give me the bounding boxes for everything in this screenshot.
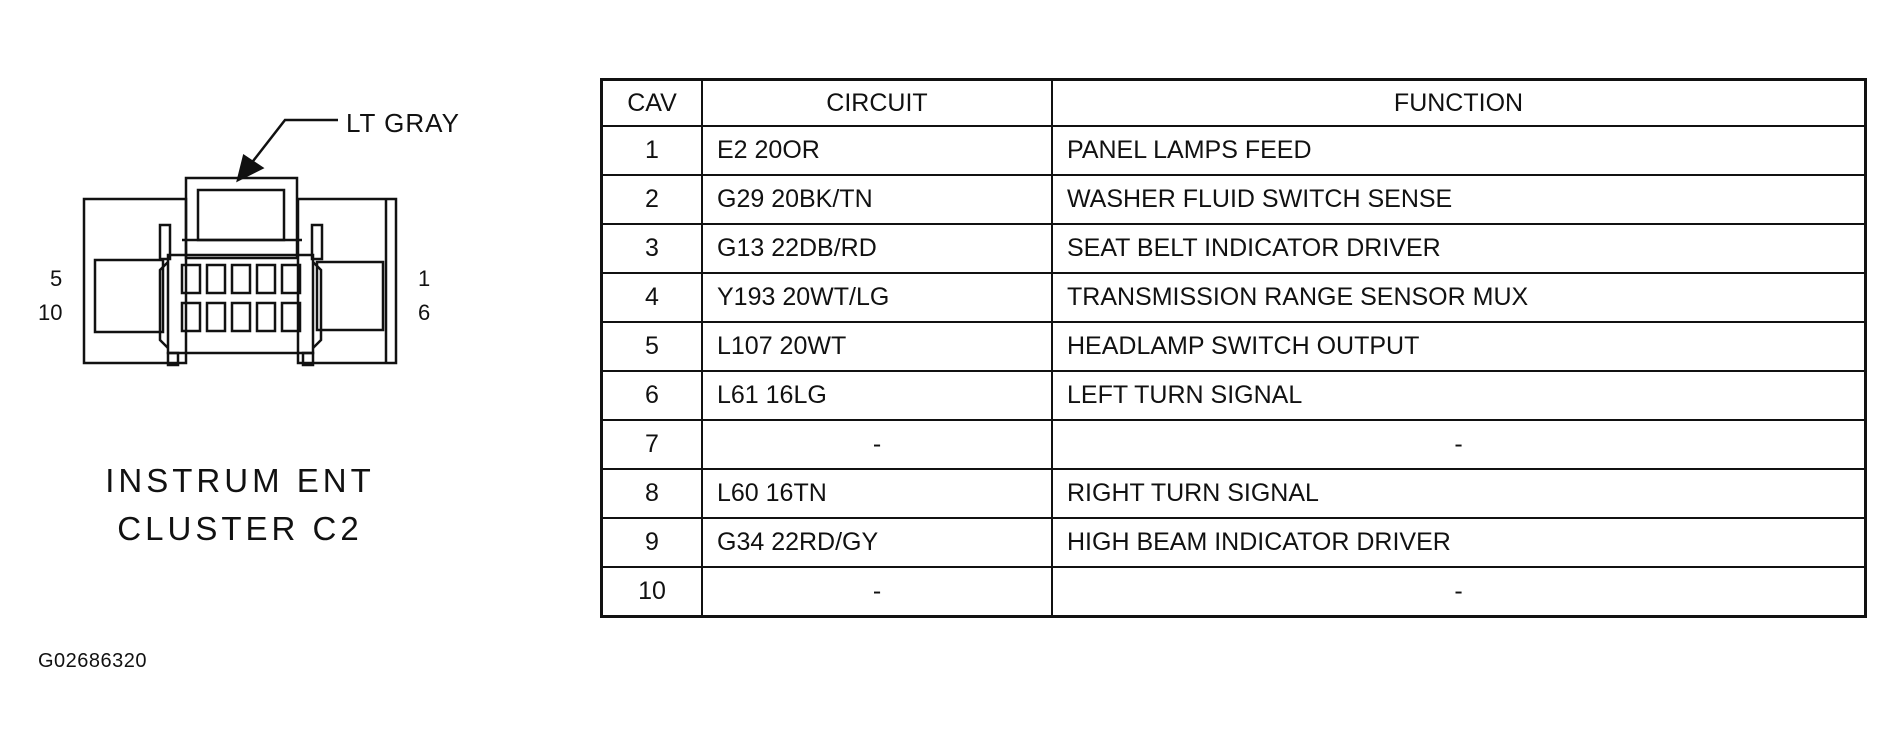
cell-function: SEAT BELT INDICATOR DRIVER: [1052, 224, 1866, 273]
cavity-10: [182, 303, 200, 331]
color-label: LT GRAY: [346, 108, 460, 138]
connector-left-wing: [84, 199, 186, 363]
table-row: [602, 273, 1866, 322]
cavity-2: [257, 265, 275, 293]
connector-caption-line2: CLUSTER C2: [117, 510, 363, 547]
pin-label-10: 10: [38, 300, 63, 325]
cell-cav: 5: [602, 322, 703, 371]
cavity-8: [232, 303, 250, 331]
table-row: [602, 469, 1866, 518]
cell-cav: 10: [602, 567, 703, 617]
table-header-row: [602, 80, 1866, 127]
leader-line: [250, 120, 338, 165]
cell-circuit: L107 20WT: [702, 322, 1052, 371]
cell-cav: 8: [602, 469, 703, 518]
header-cav: CAV: [602, 80, 703, 127]
cell-function: HIGH BEAM INDICATOR DRIVER: [1052, 518, 1866, 567]
cell-circuit: G29 20BK/TN: [702, 175, 1052, 224]
cell-function: HEADLAMP SWITCH OUTPUT: [1052, 322, 1866, 371]
image-id: G02686320: [38, 650, 148, 672]
connector-left-window: [95, 260, 163, 332]
cavity-7: [257, 303, 275, 331]
cavity-4: [207, 265, 225, 293]
table-row: [602, 371, 1866, 420]
cell-circuit: -: [702, 567, 1052, 617]
cavity-3: [232, 265, 250, 293]
pin-cavities: [182, 265, 300, 331]
header-circuit: CIRCUIT: [702, 80, 1052, 127]
cavity-5: [182, 265, 200, 293]
cell-circuit: E2 20OR: [702, 126, 1052, 175]
pin-label-6: 6: [418, 300, 431, 325]
cell-cav: 2: [602, 175, 703, 224]
cell-function: LEFT TURN SIGNAL: [1052, 371, 1866, 420]
cell-function: -: [1052, 567, 1866, 617]
cell-function: -: [1052, 420, 1866, 469]
connector-caption-line1: INSTRUM ENT: [105, 462, 375, 499]
table-row: [602, 322, 1866, 371]
pinout-table: [600, 78, 1867, 618]
arrow-head: [238, 156, 262, 180]
table-body: [602, 126, 1866, 617]
pin-label-5: 5: [50, 266, 63, 291]
cell-circuit: G34 22RD/GY: [702, 518, 1052, 567]
cell-cav: 1: [602, 126, 703, 175]
cell-circuit: -: [702, 420, 1052, 469]
table-row: [602, 420, 1866, 469]
cell-cav: 7: [602, 420, 703, 469]
cell-cav: 4: [602, 273, 703, 322]
table-row: [602, 518, 1866, 567]
connector-drawing: [0, 0, 460, 400]
table-row: [602, 175, 1866, 224]
cell-circuit: G13 22DB/RD: [702, 224, 1052, 273]
cell-function: RIGHT TURN SIGNAL: [1052, 469, 1866, 518]
cell-function: WASHER FLUID SWITCH SENSE: [1052, 175, 1866, 224]
table-row: [602, 567, 1866, 617]
cell-circuit: L61 16LG: [702, 371, 1052, 420]
cell-cav: 9: [602, 518, 703, 567]
table-row: [602, 126, 1866, 175]
cell-circuit: Y193 20WT/LG: [702, 273, 1052, 322]
pin-label-1: 1: [418, 266, 431, 291]
cell-function: TRANSMISSION RANGE SENSOR MUX: [1052, 273, 1866, 322]
table-row: [602, 224, 1866, 273]
header-function: FUNCTION: [1052, 80, 1866, 127]
cavity-9: [207, 303, 225, 331]
connector-right-window: [317, 262, 383, 330]
cell-cav: 6: [602, 371, 703, 420]
cell-function: PANEL LAMPS FEED: [1052, 126, 1866, 175]
cell-circuit: L60 16TN: [702, 469, 1052, 518]
cell-cav: 3: [602, 224, 703, 273]
